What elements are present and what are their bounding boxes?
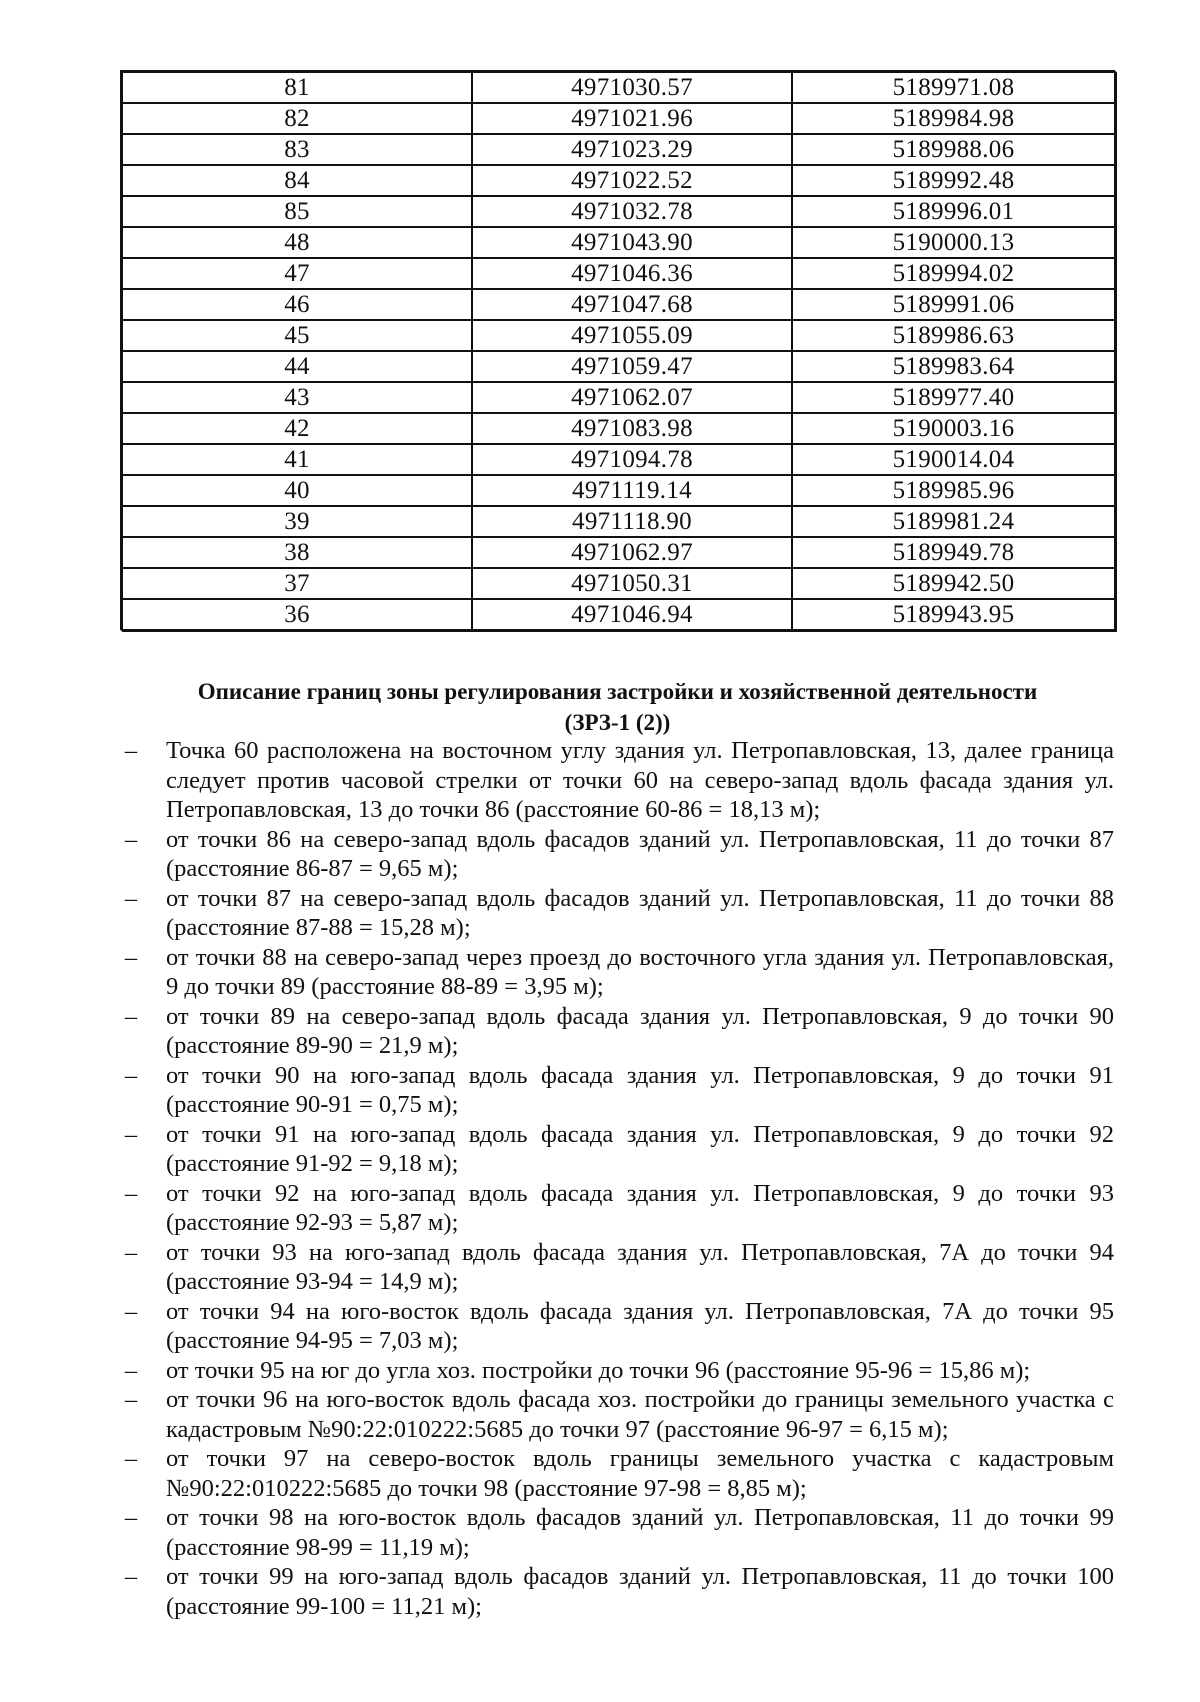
list-item <box>121 1385 1114 1444</box>
table-row <box>122 258 1115 289</box>
list-marker: – <box>124 1061 138 1089</box>
point-number-cell: 38 <box>122 537 472 568</box>
table-row <box>122 506 1115 537</box>
point-number-cell: 41 <box>122 444 472 475</box>
point-number-cell: 40 <box>122 475 472 506</box>
table-row <box>122 227 1115 258</box>
point-number-cell: 46 <box>122 289 472 320</box>
x-coordinate-cell: 4971059.47 <box>472 351 792 382</box>
y-coordinate-cell: 5189943.95 <box>792 599 1115 630</box>
list-marker: – <box>124 737 138 764</box>
y-coordinate-cell: 5189983.64 <box>792 351 1115 382</box>
point-number-cell: 47 <box>122 258 472 289</box>
y-coordinate-cell: 5189949.78 <box>792 537 1115 568</box>
x-coordinate-cell: 4971047.68 <box>472 289 792 320</box>
y-coordinate-cell: 5189996.01 <box>792 196 1115 227</box>
table-row <box>122 289 1115 320</box>
coordinates-table <box>121 71 1116 631</box>
boundary-description-list <box>121 736 1114 1621</box>
list-item <box>121 1002 1114 1061</box>
table-row <box>122 599 1115 630</box>
list-item-text: от точки 98 на юго-восток вдоль фасадов зданий ул. Петропавловская, 11 до точки 99 (расстояние 98-99 = 11,19 м); <box>166 1504 1114 1561</box>
list-marker: – <box>124 943 138 971</box>
list-marker: – <box>124 1563 138 1590</box>
y-coordinate-cell: 5190014.04 <box>792 444 1115 475</box>
list-item-text: от точки 95 на юг до угла хоз. постройки до точки 96 (расстояние 95-96 = 15,86 м); <box>166 1356 1031 1384</box>
table-row <box>122 413 1115 444</box>
list-item <box>121 1503 1114 1562</box>
x-coordinate-cell: 4971062.07 <box>472 382 792 413</box>
table-row <box>122 103 1115 134</box>
table-row <box>122 165 1115 196</box>
x-coordinate-cell: 4971023.29 <box>472 134 792 165</box>
list-marker: – <box>124 1297 138 1325</box>
list-item <box>121 1179 1114 1238</box>
y-coordinate-cell: 5189986.63 <box>792 320 1115 351</box>
y-coordinate-cell: 5189992.48 <box>792 165 1115 196</box>
y-coordinate-cell: 5189984.98 <box>792 103 1115 134</box>
list-item-text: от точки 91 на юго-запад вдоль фасада здания ул. Петропавловская, 9 до точки 92 (расстояние 91-92 = 9,18 м); <box>166 1120 1114 1177</box>
list-item <box>121 736 1114 825</box>
list-marker: – <box>124 1002 138 1030</box>
section-heading <box>121 676 1114 738</box>
list-item <box>121 825 1114 884</box>
x-coordinate-cell: 4971055.09 <box>472 320 792 351</box>
table-row <box>122 537 1115 568</box>
x-coordinate-cell: 4971022.52 <box>472 165 792 196</box>
x-coordinate-cell: 4971030.57 <box>472 72 792 103</box>
list-item-text: от точки 93 на юго-запад вдоль фасада здания ул. Петропавловская, 7А до точки 94 (расстояние 93-94 = 14,9 м); <box>166 1238 1114 1295</box>
list-marker: – <box>124 884 138 912</box>
list-item <box>121 1120 1114 1179</box>
point-number-cell: 85 <box>122 196 472 227</box>
point-number-cell: 36 <box>122 599 472 630</box>
list-item <box>121 884 1114 943</box>
list-item-text: от точки 99 на юго-запад вдоль фасадов зданий ул. Петропавловская, 11 до точки 100 (расстояние 99-100 = 11,21 м); <box>166 1563 1114 1620</box>
point-number-cell: 42 <box>122 413 472 444</box>
y-coordinate-cell: 5189981.24 <box>792 506 1115 537</box>
list-item-text: от точки 97 на северо-восток вдоль границы земельного участка с кадастровым №90:22:010222:5685 до точки 98 (расстояние 97-98 = 8,85 м); <box>166 1445 1114 1502</box>
list-marker: – <box>124 1179 138 1207</box>
list-item <box>121 943 1114 1002</box>
coordinates-table-body <box>122 72 1115 630</box>
table-row <box>122 568 1115 599</box>
point-number-cell: 84 <box>122 165 472 196</box>
point-number-cell: 44 <box>122 351 472 382</box>
x-coordinate-cell: 4971046.36 <box>472 258 792 289</box>
x-coordinate-cell: 4971094.78 <box>472 444 792 475</box>
list-item <box>121 1562 1114 1621</box>
x-coordinate-cell: 4971083.98 <box>472 413 792 444</box>
list-item-text: от точки 86 на северо-запад вдоль фасадов зданий ул. Петропавловская, 11 до точки 87 (расстояние 86-87 = 9,65 м); <box>166 825 1114 882</box>
table-row <box>122 444 1115 475</box>
list-item-text: Точка 60 расположена на восточном углу здания ул. Петропавловская, 13, далее граница следует против часовой стрелки от точки 60 на северо-запад вдоль фасада здания ул. Петропавловская, 13 до точки 86 (расстояние 60-86 = 18,13 м); <box>166 737 1114 823</box>
list-item <box>121 1297 1114 1356</box>
list-marker: – <box>124 1238 138 1266</box>
table-row <box>122 196 1115 227</box>
point-number-cell: 37 <box>122 568 472 599</box>
point-number-cell: 39 <box>122 506 472 537</box>
point-number-cell: 43 <box>122 382 472 413</box>
x-coordinate-cell: 4971046.94 <box>472 599 792 630</box>
list-marker: – <box>124 1445 138 1472</box>
x-coordinate-cell: 4971043.90 <box>472 227 792 258</box>
list-item-text: от точки 87 на северо-запад вдоль фасадов зданий ул. Петропавловская, 11 до точки 88 (расстояние 87-88 = 15,28 м); <box>166 884 1114 941</box>
point-number-cell: 45 <box>122 320 472 351</box>
y-coordinate-cell: 5189971.08 <box>792 72 1115 103</box>
x-coordinate-cell: 4971032.78 <box>472 196 792 227</box>
list-item-text: от точки 89 на северо-запад вдоль фасада здания ул. Петропавловская, 9 до точки 90 (расстояние 89-90 = 21,9 м); <box>166 1002 1114 1059</box>
point-number-cell: 83 <box>122 134 472 165</box>
y-coordinate-cell: 5189994.02 <box>792 258 1115 289</box>
list-item-text: от точки 96 на юго-восток вдоль фасада хоз. постройки до границы земельного участка с кадастровым №90:22:010222:5685 до точки 97 (расстояние 96-97 = 6,15 м); <box>166 1386 1114 1443</box>
list-marker: – <box>124 1120 138 1148</box>
point-number-cell: 82 <box>122 103 472 134</box>
x-coordinate-cell: 4971118.90 <box>472 506 792 537</box>
list-item <box>121 1061 1114 1120</box>
y-coordinate-cell: 5189985.96 <box>792 475 1115 506</box>
x-coordinate-cell: 4971050.31 <box>472 568 792 599</box>
list-item-text: от точки 88 на северо-запад через проезд до восточного угла здания ул. Петропавловская, 9 до точки 89 (расстояние 88-89 = 3,95 м); <box>166 943 1114 1000</box>
y-coordinate-cell: 5189991.06 <box>792 289 1115 320</box>
list-item-text: от точки 92 на юго-запад вдоль фасада здания ул. Петропавловская, 9 до точки 93 (расстояние 92-93 = 5,87 м); <box>166 1179 1114 1236</box>
x-coordinate-cell: 4971021.96 <box>472 103 792 134</box>
list-marker: – <box>124 1356 138 1384</box>
list-item <box>121 1356 1114 1386</box>
y-coordinate-cell: 5190003.16 <box>792 413 1115 444</box>
list-marker: – <box>124 1504 138 1531</box>
point-number-cell: 81 <box>122 72 472 103</box>
list-item-text: от точки 94 на юго-восток вдоль фасада здания ул. Петропавловская, 7А до точки 95 (расстояние 94-95 = 7,03 м); <box>166 1297 1114 1354</box>
point-number-cell: 48 <box>122 227 472 258</box>
y-coordinate-cell: 5189942.50 <box>792 568 1115 599</box>
section-heading-line1: Описание границ зоны регулирования застройки и хозяйственной деятельности <box>197 679 1038 704</box>
list-item-text: от точки 90 на юго-запад вдоль фасада здания ул. Петропавловская, 9 до точки 91 (расстояние 90-91 = 0,75 м); <box>166 1061 1114 1118</box>
table-row <box>122 475 1115 506</box>
list-marker: – <box>124 825 138 853</box>
table-row <box>122 382 1115 413</box>
table-row <box>122 134 1115 165</box>
list-marker: – <box>124 1386 138 1413</box>
list-item <box>121 1238 1114 1297</box>
table-row <box>122 72 1115 103</box>
x-coordinate-cell: 4971119.14 <box>472 475 792 506</box>
y-coordinate-cell: 5190000.13 <box>792 227 1115 258</box>
section-heading-line2: (ЗРЗ-1 (2)) <box>564 710 671 735</box>
y-coordinate-cell: 5189988.06 <box>792 134 1115 165</box>
table-row <box>122 320 1115 351</box>
x-coordinate-cell: 4971062.97 <box>472 537 792 568</box>
table-row <box>122 351 1115 382</box>
list-item <box>121 1444 1114 1503</box>
y-coordinate-cell: 5189977.40 <box>792 382 1115 413</box>
